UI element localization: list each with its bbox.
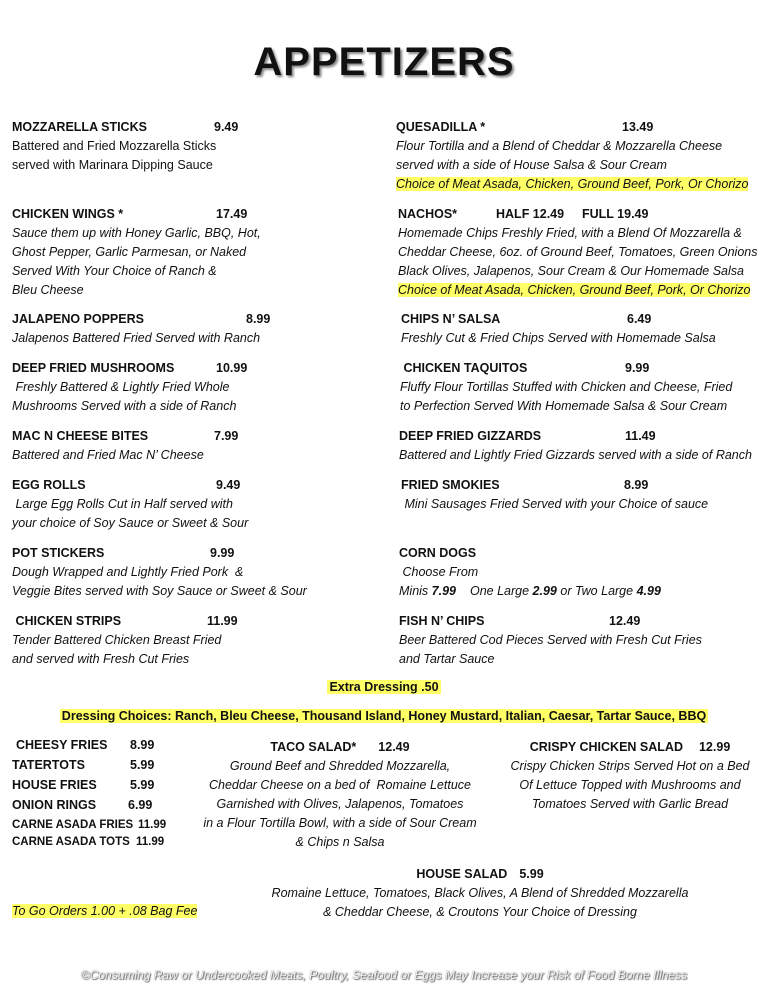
one-large-price: 2.99: [532, 584, 557, 598]
item-price: 13.49: [622, 120, 654, 134]
meat-choice-highlight: Choice of Meat Asada, Chicken, Ground Beef, Pork, Or Chorizo: [398, 283, 751, 297]
item-name: TACO SALAD*: [270, 740, 357, 754]
nachos-half-price: HALF 12.49: [496, 207, 565, 221]
menu-item-pot-stickers: [12, 544, 382, 601]
dressing-choices-note: [0, 709, 768, 723]
menu-item-jalapeno-poppers: [12, 310, 382, 348]
side-name: ONION RINGS: [12, 798, 97, 812]
side-name: HOUSE FRIES: [12, 778, 97, 792]
item-name: CORN DOGS: [399, 546, 477, 560]
item-price: 6.49: [627, 312, 652, 326]
side-price: 5.99: [130, 778, 155, 792]
item-name: HOUSE SALAD: [416, 867, 508, 881]
dressing-choices-text: Dressing Choices: Ranch, Bleu Cheese, Thousand Island, Honey Mustard, Italian, Caesar, Tartar Sauce, BBQ: [61, 709, 707, 723]
side-item: [12, 778, 155, 792]
item-name: MOZZARELLA STICKS: [12, 120, 147, 134]
item-desc: Battered and Lightly Fried Gizzards served with a side of Ranch: [399, 448, 752, 462]
menu-item-chicken-wings: [12, 205, 382, 300]
menu-item-deep-fried-mushrooms: [12, 359, 382, 416]
item-name-row: [190, 738, 490, 757]
item-desc: Tomatoes Served with Garlic Bread: [531, 797, 729, 811]
menu-item-mozzarella-sticks: [12, 118, 382, 175]
item-desc: and served with Fresh Cut Fries: [12, 652, 190, 666]
menu-item-nachos: [398, 205, 760, 300]
menu-item-quesadilla: [396, 118, 758, 194]
item-desc: Beer Battered Cod Pieces Served with Fresh Cut Fries: [399, 633, 702, 647]
extra-dressing-note: [0, 680, 768, 694]
menu-item-chicken-strips: [12, 612, 382, 669]
menu-item-deep-fried-gizzards: [399, 427, 761, 465]
food-safety-disclaimer: ©Consuming Raw or Undercooked Meats, Poultry, Seafood or Eggs May Increase your Risk of Food Borne Illness: [80, 968, 688, 982]
item-price: 9.99: [625, 361, 650, 375]
item-desc: Choose From: [399, 565, 479, 579]
side-name: CHEESY FRIES: [16, 738, 108, 752]
side-name: CARNE ASADA TOTS: [12, 836, 130, 848]
item-desc: in a Flour Tortilla Bowl, with a side of Sour Cream: [203, 816, 477, 830]
side-item: [12, 819, 167, 831]
item-desc: Battered and Fried Mozzarella Sticks: [12, 139, 217, 153]
extra-dressing-text: Extra Dressing .50: [329, 680, 439, 694]
item-desc: Freshly Battered & Lightly Fried Whole: [12, 380, 230, 394]
item-desc: Jalapenos Battered Fried Served with Ranch: [12, 331, 261, 345]
side-price: 11.99: [138, 819, 167, 831]
menu-item-crispy-chicken-salad: [498, 738, 762, 814]
item-name: DEEP FRIED MUSHROOMS: [12, 361, 175, 375]
item-price: 10.99: [216, 361, 248, 375]
item-price: 8.99: [246, 312, 271, 326]
item-desc: served with a side of House Salsa & Sour Cream: [396, 158, 667, 172]
item-name: CHICKEN WINGS *: [12, 207, 124, 221]
item-name: CHIPS N’ SALSA: [401, 312, 501, 326]
item-price: 9.49: [216, 478, 241, 492]
item-name: QUESADILLA *: [396, 120, 486, 134]
item-desc: Cheddar Cheese on a bed of Romaine Lettuce: [209, 778, 471, 792]
item-desc: Sauce them up with Honey Garlic, BBQ, Hot,: [12, 226, 261, 240]
item-name-row: [498, 738, 762, 757]
one-large-label: One Large: [470, 584, 533, 598]
item-name: CHICKEN TAQUITOS: [400, 361, 528, 375]
item-desc: Dough Wrapped and Lightly Fried Pork &: [12, 565, 244, 579]
item-price: 7.99: [214, 429, 239, 443]
item-desc: Black Olives, Jalapenos, Sour Cream & Our Homemade Salsa: [398, 264, 744, 278]
item-price: 5.99: [519, 867, 544, 881]
menu-item-egg-rolls: [12, 476, 382, 533]
item-desc: Ground Beef and Shredded Mozzarella,: [229, 759, 451, 773]
minis-label: Minis: [399, 584, 432, 598]
item-desc: Served With Your Choice of Ranch &: [12, 264, 217, 278]
item-desc: Freshly Cut & Fried Chips Served with Homemade Salsa: [401, 331, 716, 345]
item-desc: Crispy Chicken Strips Served Hot on a Bed: [510, 759, 750, 773]
item-price: 8.99: [624, 478, 649, 492]
item-name: JALAPENO POPPERS: [12, 312, 144, 326]
item-name-row: [250, 865, 710, 884]
item-desc: Mushrooms Served with a side of Ranch: [12, 399, 237, 413]
two-large-label: or Two Large: [556, 584, 637, 598]
item-desc: Cheddar Cheese, 6oz. of Ground Beef, Tomatoes, Green Onions: [398, 245, 758, 259]
side-item: [12, 836, 165, 848]
item-price: 9.49: [214, 120, 239, 134]
item-desc: and Tartar Sauce: [399, 652, 495, 666]
to-go-note: [12, 902, 197, 921]
side-item: [12, 758, 155, 772]
side-price: 5.99: [130, 758, 155, 772]
item-desc: Ghost Pepper, Garlic Parmesan, or Naked: [12, 245, 247, 259]
menu-item-corn-dogs: [399, 544, 761, 601]
item-desc: Tender Battered Chicken Breast Fried: [12, 633, 222, 647]
side-item: [16, 738, 155, 752]
item-price: 11.49: [625, 429, 656, 443]
item-name: CHICKEN STRIPS: [12, 614, 122, 628]
page-title: APPETIZERS: [253, 40, 515, 84]
item-desc: Mini Sausages Fried Served with your Choice of sauce: [401, 497, 709, 511]
minis-price: 7.99: [431, 584, 456, 598]
item-name: MAC N CHEESE BITES: [12, 429, 149, 443]
side-price: 6.99: [128, 798, 153, 812]
item-price: 17.49: [216, 207, 248, 221]
menu-item-chicken-taquitos: [400, 359, 762, 416]
menu-item-chips-n-salsa: [401, 310, 763, 348]
item-name: FRIED SMOKIES: [401, 478, 500, 492]
side-item: [12, 798, 153, 812]
side-price: 11.99: [136, 836, 165, 848]
item-price: 11.99: [207, 614, 238, 628]
item-desc: Veggie Bites served with Soy Sauce or Sweet & Sour: [12, 584, 307, 598]
item-price: 12.99: [698, 740, 731, 754]
item-desc: & Chips n Salsa: [295, 835, 385, 849]
item-desc: & Cheddar Cheese, & Croutons Your Choice of Dressing: [323, 905, 637, 919]
item-desc: to Perfection Served With Homemade Salsa & Sour Cream: [400, 399, 728, 413]
menu-item-fried-smokies: [401, 476, 763, 514]
item-desc: Garnished with Olives, Jalapenos, Tomatoes: [216, 797, 464, 811]
two-large-price: 4.99: [636, 584, 661, 598]
menu-item-taco-salad: [190, 738, 490, 852]
corn-dog-prices: [399, 582, 761, 601]
side-name: TATERTOTS: [12, 758, 85, 772]
item-desc: Large Egg Rolls Cut in Half served with: [12, 497, 233, 511]
item-name: EGG ROLLS: [12, 478, 86, 492]
item-name: NACHOS*: [398, 207, 458, 221]
item-desc: served with Marinara Dipping Sauce: [12, 158, 213, 172]
item-price: 9.99: [210, 546, 235, 560]
item-name: FISH N’ CHIPS: [399, 614, 485, 628]
menu-item-mac-n-cheese-bites: [12, 427, 382, 465]
item-desc: Fluffy Flour Tortillas Stuffed with Chicken and Cheese, Fried: [400, 380, 733, 394]
item-name: DEEP FRIED GIZZARDS: [399, 429, 542, 443]
item-desc: Homemade Chips Freshly Fried, with a Blend Of Mozzarella &: [398, 226, 742, 240]
item-desc: your choice of Soy Sauce or Sweet & Sour: [12, 516, 249, 530]
item-name: CRISPY CHICKEN SALAD: [529, 740, 683, 754]
item-desc: Battered and Fried Mac N’ Cheese: [12, 448, 204, 462]
item-name: POT STICKERS: [12, 546, 105, 560]
item-desc: Of Lettuce Topped with Mushrooms and: [519, 778, 741, 792]
meat-choice-highlight: Choice of Meat Asada, Chicken, Ground Beef, Pork, Or Chorizo: [396, 177, 749, 191]
side-name: CARNE ASADA FRIES: [12, 819, 134, 831]
menu-item-fish-n-chips: [399, 612, 761, 669]
item-desc: Romaine Lettuce, Tomatoes, Black Olives, A Blend of Shredded Mozzarella: [271, 886, 689, 900]
item-price: 12.49: [378, 740, 410, 754]
to-go-text: To Go Orders 1.00 + .08 Bag Fee: [12, 904, 198, 918]
side-price: 8.99: [130, 738, 155, 752]
nachos-full-price: FULL 19.49: [582, 207, 649, 221]
item-desc: Flour Tortilla and a Blend of Cheddar & Mozzarella Cheese: [396, 139, 723, 153]
item-desc: Bleu Cheese: [12, 283, 84, 297]
menu-item-house-salad: [250, 865, 710, 922]
item-price: 12.49: [609, 614, 641, 628]
